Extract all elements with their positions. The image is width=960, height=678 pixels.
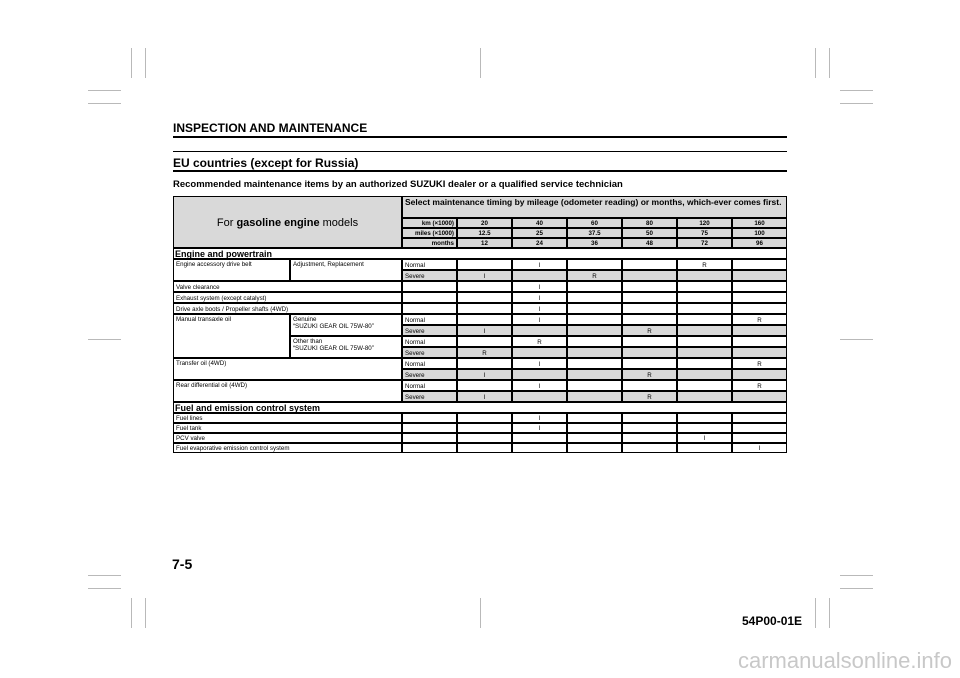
schedule-cell — [732, 369, 787, 380]
schedule-cell — [677, 413, 732, 423]
schedule-type: Severe — [402, 347, 457, 358]
schedule-cell — [622, 303, 677, 314]
document-code: 54P00-01E — [742, 614, 803, 628]
schedule-cell: I — [457, 325, 512, 336]
model-bold: gasoline engine — [236, 217, 320, 229]
schedule-cell — [622, 443, 677, 453]
schedule-cell — [622, 281, 677, 292]
schedule-type: Severe — [402, 391, 457, 402]
crop-mark — [480, 598, 481, 628]
schedule-type — [402, 443, 457, 453]
schedule-type: Normal — [402, 358, 457, 369]
item-exhaust-system: Exhaust system (except catalyst) — [173, 292, 402, 303]
schedule-type: Severe — [402, 325, 457, 336]
schedule-cell — [567, 303, 622, 314]
model-suffix: models — [319, 217, 359, 229]
schedule-type: Normal — [402, 380, 457, 391]
interval-months-5: 72 — [677, 238, 732, 248]
schedule-cell: I — [512, 413, 567, 423]
schedule-cell — [677, 443, 732, 453]
schedule-type — [402, 281, 457, 292]
item-drive-axle-boots: Drive axle boots / Propeller shafts (4WD) — [173, 303, 402, 314]
schedule-type: Severe — [402, 270, 457, 281]
item-valve-clearance: Valve clearance — [173, 281, 402, 292]
schedule-cell — [567, 259, 622, 270]
schedule-cell — [512, 325, 567, 336]
schedule-type: Normal — [402, 336, 457, 347]
interval-miles-1: 12.5 — [457, 228, 512, 238]
interval-km-2: 40 — [512, 218, 567, 228]
schedule-cell — [677, 270, 732, 281]
interval-label-months: months — [402, 238, 457, 248]
interval-miles-5: 75 — [677, 228, 732, 238]
item-manual-transaxle-oil: Manual transaxle oil — [173, 314, 290, 358]
schedule-cell: R — [512, 336, 567, 347]
interval-km-4: 80 — [622, 218, 677, 228]
section-engine-powertrain: Engine and powertrain — [173, 248, 787, 259]
schedule-cell — [732, 423, 787, 433]
schedule-cell — [457, 423, 512, 433]
schedule-cell — [567, 433, 622, 443]
schedule-cell — [732, 292, 787, 303]
schedule-cell — [512, 443, 567, 453]
schedule-cell — [457, 413, 512, 423]
interval-months-2: 24 — [512, 238, 567, 248]
schedule-type — [402, 413, 457, 423]
item-drive-belt: Engine accessory drive belt — [173, 259, 290, 281]
schedule-cell — [457, 281, 512, 292]
schedule-cell — [567, 292, 622, 303]
item-other-oil — [290, 336, 402, 358]
schedule-cell — [567, 358, 622, 369]
crop-mark — [88, 339, 121, 340]
other-line-1: Other than — [293, 338, 323, 345]
section-rule-top — [173, 151, 787, 152]
interval-label-km: km (×1000) — [402, 218, 457, 228]
schedule-cell — [677, 391, 732, 402]
schedule-type — [402, 433, 457, 443]
schedule-cell — [567, 281, 622, 292]
schedule-cell — [622, 347, 677, 358]
schedule-cell — [622, 433, 677, 443]
crop-mark — [145, 598, 146, 628]
schedule-cell — [677, 292, 732, 303]
schedule-cell: R — [622, 325, 677, 336]
schedule-cell — [622, 358, 677, 369]
schedule-cell: I — [512, 259, 567, 270]
crop-mark — [840, 575, 873, 576]
schedule-cell — [677, 314, 732, 325]
schedule-cell — [567, 369, 622, 380]
crop-mark — [131, 598, 132, 628]
schedule-cell — [567, 443, 622, 453]
item-fuel-tank: Fuel tank — [173, 423, 402, 433]
crop-mark — [840, 588, 873, 589]
interval-km-5: 120 — [677, 218, 732, 228]
interval-miles-6: 100 — [732, 228, 787, 238]
schedule-type — [402, 303, 457, 314]
schedule-cell: R — [732, 380, 787, 391]
item-genuine-oil — [290, 314, 402, 336]
schedule-cell — [732, 413, 787, 423]
schedule-type: Severe — [402, 369, 457, 380]
crop-mark — [829, 598, 830, 628]
item-drive-belt-action: Adjustment, Replacement — [290, 259, 402, 281]
schedule-cell — [732, 303, 787, 314]
schedule-cell — [677, 281, 732, 292]
crop-mark — [88, 90, 121, 91]
schedule-cell — [732, 391, 787, 402]
schedule-cell — [512, 391, 567, 402]
interval-months-4: 48 — [622, 238, 677, 248]
section-fuel-emission: Fuel and emission control system — [173, 402, 787, 413]
crop-mark — [88, 575, 121, 576]
interval-km-6: 160 — [732, 218, 787, 228]
interval-months-6: 96 — [732, 238, 787, 248]
schedule-cell — [677, 303, 732, 314]
crop-mark — [131, 48, 132, 78]
schedule-cell: I — [457, 369, 512, 380]
schedule-cell — [622, 259, 677, 270]
schedule-cell — [677, 347, 732, 358]
crop-mark — [840, 103, 873, 104]
other-line-2: “SUZUKI GEAR OIL 75W-80” — [293, 345, 374, 352]
schedule-cell: R — [732, 314, 787, 325]
item-transfer-oil: Transfer oil (4WD) — [173, 358, 402, 380]
schedule-cell — [732, 270, 787, 281]
crop-mark — [88, 103, 121, 104]
schedule-cell: I — [512, 292, 567, 303]
interval-km-3: 60 — [567, 218, 622, 228]
schedule-cell — [567, 380, 622, 391]
schedule-cell: I — [512, 380, 567, 391]
genuine-line-2: “SUZUKI GEAR OIL 75W-80” — [293, 323, 374, 330]
schedule-type: Normal — [402, 259, 457, 270]
header-rule — [173, 136, 787, 138]
item-evap-system: Fuel evaporative emission control system — [173, 443, 402, 453]
watermark: carmanualsonline.info — [737, 648, 952, 673]
crop-mark — [815, 598, 816, 628]
schedule-cell — [567, 325, 622, 336]
schedule-cell — [457, 336, 512, 347]
schedule-cell — [512, 270, 567, 281]
crop-mark — [480, 48, 481, 78]
crop-mark — [829, 48, 830, 78]
genuine-line-1: Genuine — [293, 316, 317, 323]
schedule-cell — [567, 314, 622, 325]
schedule-cell — [457, 380, 512, 391]
schedule-cell — [512, 433, 567, 443]
item-rear-differential-oil: Rear differential oil (4WD) — [173, 380, 402, 402]
schedule-cell — [567, 413, 622, 423]
schedule-cell — [622, 292, 677, 303]
item-pcv-valve: PCV valve — [173, 433, 402, 443]
item-fuel-lines: Fuel lines — [173, 413, 402, 423]
schedule-cell — [457, 303, 512, 314]
schedule-cell — [457, 358, 512, 369]
schedule-cell: R — [457, 347, 512, 358]
section-rule-bottom — [173, 170, 787, 172]
schedule-cell: I — [457, 270, 512, 281]
crop-mark — [88, 588, 121, 589]
schedule-cell — [457, 433, 512, 443]
schedule-cell — [732, 433, 787, 443]
schedule-cell — [567, 423, 622, 433]
schedule-type — [402, 292, 457, 303]
schedule-cell — [457, 314, 512, 325]
section-title: EU countries (except for Russia) — [173, 156, 359, 170]
schedule-cell — [677, 336, 732, 347]
interval-miles-3: 37.5 — [567, 228, 622, 238]
schedule-cell — [567, 347, 622, 358]
schedule-cell — [677, 358, 732, 369]
schedule-cell — [677, 380, 732, 391]
schedule-cell: R — [567, 270, 622, 281]
interval-miles-4: 50 — [622, 228, 677, 238]
schedule-cell — [622, 336, 677, 347]
schedule-cell: I — [512, 358, 567, 369]
schedule-cell — [677, 369, 732, 380]
schedule-cell: R — [732, 358, 787, 369]
schedule-cell: I — [512, 303, 567, 314]
schedule-cell — [732, 281, 787, 292]
schedule-cell — [457, 292, 512, 303]
crop-mark — [840, 90, 873, 91]
crop-mark — [815, 48, 816, 78]
schedule-cell: I — [457, 391, 512, 402]
schedule-cell: I — [677, 433, 732, 443]
schedule-cell — [677, 423, 732, 433]
crop-mark — [840, 339, 873, 340]
interval-label-miles: miles (×1000) — [402, 228, 457, 238]
schedule-cell: I — [512, 423, 567, 433]
schedule-type — [402, 423, 457, 433]
schedule-cell: R — [622, 391, 677, 402]
interval-months-3: 36 — [567, 238, 622, 248]
schedule-cell: I — [512, 281, 567, 292]
schedule-cell — [567, 336, 622, 347]
page-number: 7-5 — [172, 556, 193, 572]
schedule-cell — [512, 369, 567, 380]
crop-mark — [145, 48, 146, 78]
schedule-cell — [567, 391, 622, 402]
schedule-cell — [732, 325, 787, 336]
schedule-cell — [622, 314, 677, 325]
schedule-cell — [622, 413, 677, 423]
schedule-cell: I — [512, 314, 567, 325]
schedule-cell — [732, 347, 787, 358]
maintenance-table — [173, 196, 787, 456]
subtitle: Recommended maintenance items by an authorized SUZUKI dealer or a qualified service technician — [173, 179, 623, 190]
schedule-cell — [512, 347, 567, 358]
schedule-cell — [622, 380, 677, 391]
schedule-cell: R — [677, 259, 732, 270]
schedule-cell: R — [622, 369, 677, 380]
page-header: INSPECTION AND MAINTENANCE — [173, 121, 368, 135]
schedule-cell — [622, 270, 677, 281]
timing-header: Select maintenance timing by mileage (odometer reading) or months, which-ever comes first. — [402, 196, 787, 218]
interval-km-1: 20 — [457, 218, 512, 228]
schedule-type: Normal — [402, 314, 457, 325]
schedule-cell — [732, 336, 787, 347]
model-prefix: For — [216, 217, 237, 229]
schedule-cell — [457, 259, 512, 270]
schedule-cell — [457, 443, 512, 453]
schedule-cell — [622, 423, 677, 433]
schedule-cell: I — [732, 443, 787, 453]
schedule-cell — [677, 325, 732, 336]
interval-months-1: 12 — [457, 238, 512, 248]
interval-miles-2: 25 — [512, 228, 567, 238]
schedule-cell — [732, 259, 787, 270]
model-cell — [173, 196, 402, 248]
